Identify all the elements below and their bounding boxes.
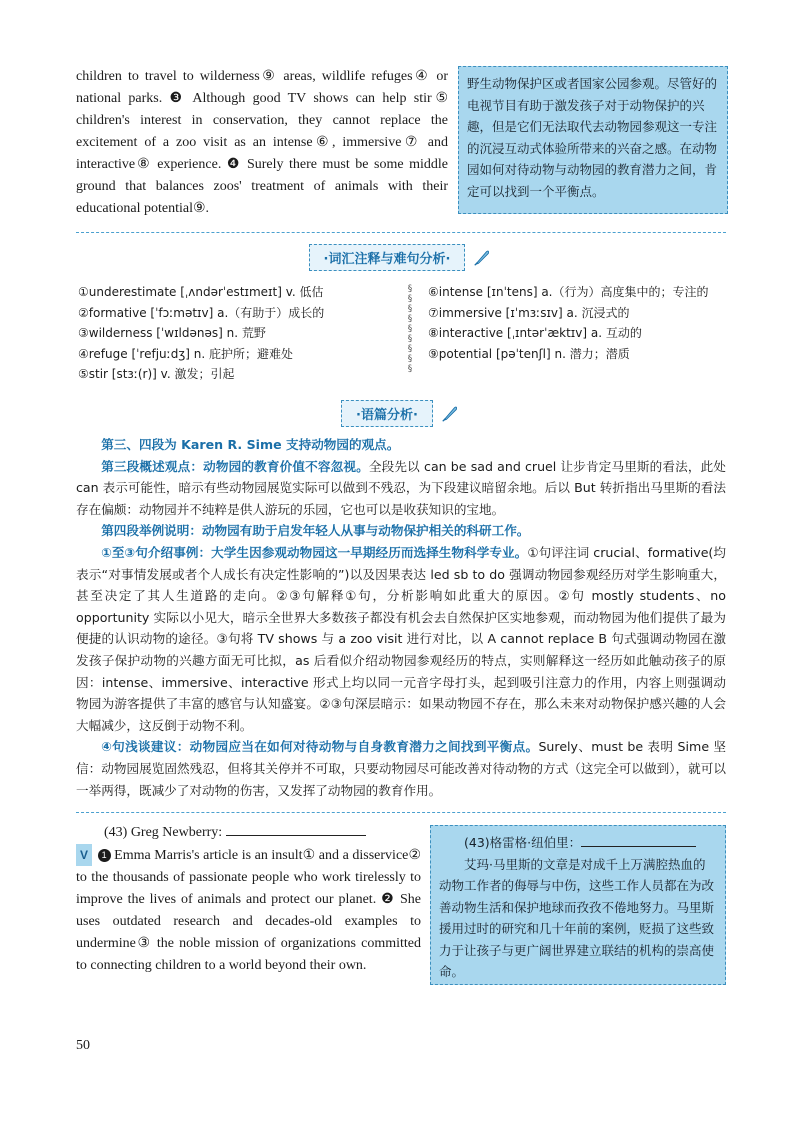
vocab-item: ③wilderness [ˈwɪldənəs] n. 荒野 bbox=[78, 326, 266, 340]
analysis-heading: ④句浅谈建议：动物园应当在如何对待动物与自身教育潜力之间找到平衡点。 bbox=[101, 739, 539, 755]
analysis-paragraph bbox=[76, 542, 726, 736]
question-label-zh bbox=[439, 832, 717, 854]
vocab-item: ②formative [ˈfɔːmətɪv] a.（有助于）成长的 bbox=[78, 305, 325, 320]
answer-blank[interactable] bbox=[581, 834, 696, 847]
top-translation-box bbox=[458, 66, 728, 214]
discourse-analysis bbox=[76, 434, 726, 801]
vocab-section-title bbox=[0, 244, 800, 271]
analysis-title-label: ·语篇分析· bbox=[341, 400, 433, 427]
bottom-english-text: Emma Marris's article is an insult① and a disservice② to the thousands of passionate people who work tirelessly to improve the lives of animals and protect our planet. ❷ She uses outdated research and decades-old examples to undermine③ the noble mission of organizations committed to connecting children to a world beyond their own. bbox=[76, 848, 421, 973]
vocab-list-left bbox=[78, 282, 398, 385]
divider bbox=[76, 812, 726, 813]
chain-divider: § § § § § § § § § bbox=[407, 284, 413, 374]
vocab-item: ⑥intense [ɪnˈtens] a.（行为）高度集中的；专注的 bbox=[428, 285, 709, 299]
analysis-text: 全段先以 can be sad and cruel 让步肯定马里斯的看法，此处 can 表示可能性，暗示有些动物园展览实际可以做到不残忍，为下段建议暗留余地。后以 But 转折指出马里斯的看法存在偏颇：动物园并不纯粹是供人游玩的乐园，它也可以是收获知识的宝地。 bbox=[76, 458, 727, 517]
page-number: 50 bbox=[76, 1038, 90, 1053]
sentence-number-icon: 1 bbox=[98, 849, 111, 862]
question-label-zh-text: (43)格雷格·纽伯里： bbox=[464, 835, 582, 850]
top-translation-text: 野生动物保护区或者国家公园参观。尽管好的电视节目有助于激发孩子对于动物保护的兴趣，但是它们无法取代去动物园参观这一专注的沉浸互动式体验所带来的兴奋之感。在动物园如何对待动物与动物园的教育潜力之间，肯定可以找到一个平衡点。 bbox=[467, 76, 718, 199]
vocab-item: ⑤stir [stɜː(r)] v. 激发；引起 bbox=[78, 367, 235, 381]
top-english-paragraph bbox=[76, 66, 448, 220]
top-english-text: children to travel to wilderness⑨ areas, wildlife refuges④ or national parks. ❸ Although good TV shows can help stir⑤ children's interest in conservation, they cannot replace the excitement of a zoo visit as an intense⑥, immersive⑦ and interactive⑧ experience. ❹ Surely there must be some middle ground that balances zoos' treatment of animals with their educational potential⑨. bbox=[76, 69, 448, 216]
vocab-item: ④refuge [ˈrefjuːdʒ] n. 庇护所；避难处 bbox=[78, 346, 293, 361]
analysis-heading: ①至③句介绍事例：大学生因参观动物园这一早期经历而选择生物科学专业。 bbox=[101, 544, 528, 560]
analysis-paragraph bbox=[76, 456, 726, 521]
bottom-translation-box bbox=[430, 825, 726, 985]
bottom-english-paragraph bbox=[76, 822, 421, 977]
analysis-text: ①句评注词 crucial、formative(均表示“对事情发展或者个人成长有决定性影响的”)以及因果表达 led sb to do 强调动物园参观经历对学生影响重大，甚至决定了其人生道路的走向。②③句解释①句，分析影响如此重大的原因。②句 mostly students、no opportunity 实际以小见大，暗示全世界大多数孩子都没有机会去自然保护区实地参观，而动物园为他们提供了最为便捷的认识动物的途径。③句将 TV shows 与 a zoo visit 进行对比，以 A cannot replace B 句式强调动物园在激发孩子保护动物的兴趣方面无可比拟，as 后看似介绍动物园参观经历的特点，实则解释这一经历如此触动孩子的原因：intense、immersive、interactive 形式上均以同一元音字母打头，起到吸引注意力的作用，内容上则强调动物园为游客提供了丰富的感官与认知盛宴。②③句深层暗示：如果动物园不存在，那么未来对动物保护感兴趣的人会大幅减少，这反倒于动物不利。 bbox=[76, 544, 726, 733]
quill-icon bbox=[473, 249, 491, 267]
vocab-title-label: ·词汇注释与难句分析· bbox=[309, 244, 466, 271]
question-label-text: (43) Greg Newberry: bbox=[104, 825, 223, 840]
section-mark: V bbox=[76, 844, 92, 866]
analysis-section-title bbox=[0, 400, 800, 427]
question-label bbox=[76, 822, 421, 844]
divider bbox=[76, 232, 726, 233]
vocab-item: ⑧interactive [ˌɪntərˈæktɪv] a. 互动的 bbox=[428, 326, 642, 340]
analysis-paragraph bbox=[76, 520, 726, 542]
answer-blank[interactable] bbox=[226, 823, 366, 836]
vocab-list-right bbox=[428, 282, 728, 364]
vocab-item: ①underestimate [ˌʌndərˈestɪmeɪt] v. 低估 bbox=[78, 285, 324, 299]
analysis-paragraph bbox=[76, 736, 726, 801]
analysis-text: Surely、must be 表明 Sime 坚信：动物园展览固然残忍，但将其关停并不可取，只要动物园尽可能改善对待动物的方式（这完全可以做到），就可以一举两得，既减少了对动物的伤害，又发挥了动物园的教育作用。 bbox=[76, 739, 726, 798]
vocab-item: ⑨potential [pəˈtenʃl] n. 潜力；潜质 bbox=[428, 346, 630, 361]
analysis-heading: 第三、四段为 Karen R. Sime 支持动物园的观点。 bbox=[101, 437, 400, 452]
analysis-heading: 第三段概述观点：动物园的教育价值不容忽视。 bbox=[101, 458, 369, 474]
bottom-translation-text: 艾玛·马里斯的文章是对成千上万满腔热血的动物工作者的侮辱与中伤，这些工作人员都在为改善动物生活和保护地球而孜孜不倦地努力。马里斯援用过时的研究和几十年前的案例，贬损了这些致力于让孩子与更广阔世界建立联结的机构的崇高使命。 bbox=[439, 856, 715, 979]
analysis-heading: 第四段举例说明：动物园有助于启发年轻人从事与动物保护相关的科研工作。 bbox=[101, 523, 530, 539]
analysis-paragraph bbox=[76, 434, 726, 456]
vocab-item: ⑦immersive [ɪˈmɜːsɪv] a. 沉浸式的 bbox=[428, 305, 630, 320]
quill-icon bbox=[441, 405, 459, 423]
